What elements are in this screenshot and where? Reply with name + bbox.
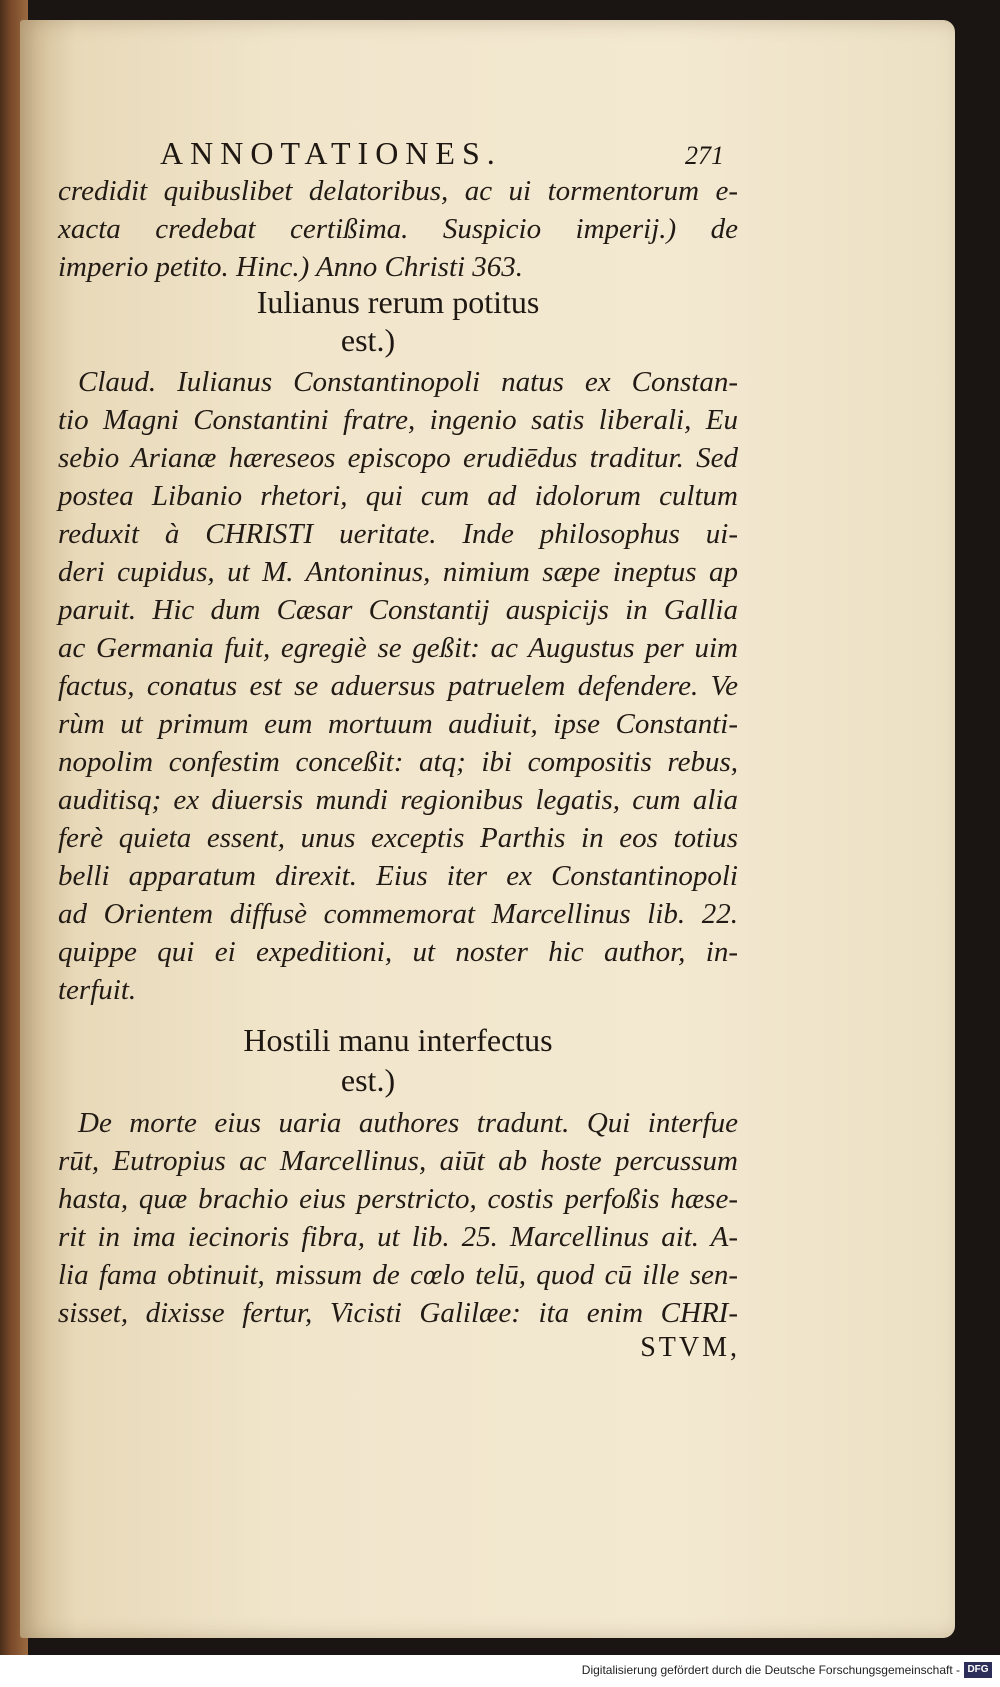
digitization-footer — [0, 1655, 1000, 1687]
text-line: ferè quieta essent, unus exceptis Parthis in eos totius — [58, 822, 738, 854]
text-line: terfuit. — [58, 974, 137, 1006]
text-line: hasta, quæ brachio eius perstricto, costis perfoßis hæse- — [58, 1183, 738, 1215]
text-line: ad Orientem diffusè commemorat Marcellinus lib. 22. — [58, 898, 738, 930]
paragraph-first-line: De morte eius uaria authores tradunt. Qui interfue — [78, 1107, 738, 1139]
text-line: rùm ut primum eum mortuum audiuit, ipse Constanti- — [58, 708, 738, 740]
section-heading-continuation: est.) — [340, 1062, 396, 1098]
dfg-logo: DFG — [964, 1662, 992, 1678]
text-line: xacta credebat certißima. Suspicio imperij.) de — [58, 213, 738, 245]
book-page — [20, 20, 955, 1638]
paragraph-first-line: Claud. Iulianus Constantinopoli natus ex Constan- — [78, 366, 738, 398]
text-line: quippe qui ei expeditioni, ut noster hic author, in- — [58, 936, 738, 968]
text-line: postea Libanio rhetori, qui cum ad idolorum cultum — [58, 480, 738, 512]
page-number: 271 — [685, 141, 724, 170]
text-line: rūt, Eutropius ac Marcellinus, aiūt ab hoste percussum — [58, 1145, 738, 1177]
text-line: credidit quibuslibet delatoribus, ac ui tormentorum e- — [58, 175, 738, 207]
text-line: auditisq; ex diuersis mundi regionibus legatis, cum alia — [58, 784, 738, 816]
text-line: imperio petito. Hinc.) Anno Christi 363. — [58, 251, 524, 283]
text-line: factus, conatus est se aduersus patruelem defendere. Ve — [58, 670, 738, 702]
text-line: lia fama obtinuit, missum de cœlo telū, quod cū ille sen- — [58, 1259, 738, 1291]
funding-credit: Digitalisierung gefördert durch die Deutsche Forschungsgemeinschaft - — [581, 1663, 960, 1677]
section-heading: Hostili manu interfectus — [243, 1022, 553, 1058]
text-line: paruit. Hic dum Cæsar Constantij auspicijs in Gallia — [58, 594, 738, 626]
text-line: rit in ima iecinoris fibra, ut lib. 25. Marcellinus ait. A- — [58, 1221, 738, 1253]
catchword: STVM, — [640, 1332, 740, 1363]
text-line: belli apparatum direxit. Eius iter ex Constantinopoli — [58, 860, 738, 892]
text-line: deri cupidus, ut M. Antoninus, nimium sæpe ineptus ap — [58, 556, 738, 588]
section-heading: Iulianus rerum potitus — [256, 284, 540, 320]
section-heading-continuation: est.) — [340, 322, 396, 358]
text-line: tio Magni Constantini fratre, ingenio satis liberali, Eu — [58, 404, 738, 436]
text-line: sebio Arianæ hæreseos episcopo erudiēdus traditur. Sed — [58, 442, 738, 474]
text-line: sisset, dixisse fertur, Vicisti Galilæe: ita enim CHRI- — [58, 1297, 738, 1329]
text-line: reduxit à CHRISTI ueritate. Inde philosophus ui- — [58, 518, 738, 550]
text-line: ac Germania fuit, egregiè se geßit: ac Augustus per uim — [58, 632, 738, 664]
text-line: nopolim confestim conceßit: atq; ibi compositis rebus, — [58, 746, 738, 778]
running-title: ANNOTATIONES. — [160, 135, 502, 171]
